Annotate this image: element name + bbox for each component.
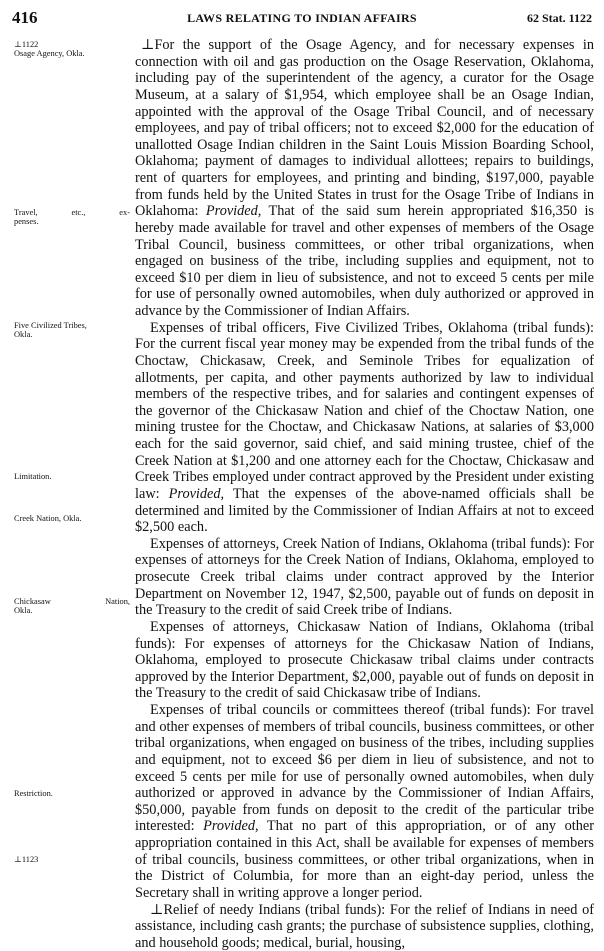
margin-note-travel-line1: Travel, etc., ex- bbox=[14, 208, 130, 218]
paragraph-five-civilized-tribes: Expenses of tribal officers, Five Civilized Tribes, Oklahoma (tribal funds): For the current fiscal year money may be expended from the tribal funds of the Choctaw, Chickasaw, Creek, and Seminole Tribes for equalization of allotments, per capita, and other payments authorized by law to individual members of the respective tribes, and for salaries and contingent expenses of the governor of the Chickasaw Nation and chief of the Choctaw Nation, one mining trustee for the Choctaw, and Chickasaw Nations, at salaries of $3,000 each for the said governor, said chief, and said mining trustee, chief of the Creek Nation at $1,200 and one attorney each for the Choctaw, Chickasaw and Creek Tribes employed under contract approved by the President under existing law: Provided, That the expenses of the above-named officials shall be determined and limited by the Commissioner of Indian Affairs at not to exceed $2,500 each. bbox=[135, 320, 594, 536]
margin-note-restriction: Restriction. bbox=[14, 789, 130, 799]
proviso: Provided, bbox=[203, 818, 258, 834]
paragraph-chickasaw-nation: Expenses of attorneys, Chickasaw Nation of Indians, Oklahoma (tribal funds): For expenses of attorneys for the Chickasaw Nation of Indians, Oklahoma, employed to prosecute Chickasaw tribal claims under contracts approved by the Interior Department, $2,000, payable out of funds on deposit in the Treasury to the credit of said Chickasaw tribe of Indians. bbox=[135, 619, 594, 702]
margin-note-page-ref-1122: ⊥1122 bbox=[14, 40, 130, 50]
paragraph-relief-needy-indians: ⊥Relief of needy Indians (tribal funds): For the relief of Indians in need of assistance, including cash grants; the purchase of subsistence supplies, clothing, and household goods; medical, burial, housing, bbox=[135, 902, 594, 951]
margin-note-chickasaw-line1: Chickasaw Nation, bbox=[14, 597, 130, 607]
paragraph-creek-nation: Expenses of attorneys, Creek Nation of Indians, Oklahoma (tribal funds): For expenses of attorneys for the Creek Nation of Indians, Oklahoma, employed to prosecute Creek tribal claims under contract approved by the Interior Department on November 12, 1947, $2,500, payable out of funds on deposit in the Treasury to the credit of said Creek tribe of Indians. bbox=[135, 536, 594, 619]
margin-note-limitation: Limitation. bbox=[14, 472, 130, 482]
page-header bbox=[12, 8, 592, 32]
running-title: LAWS RELATING TO INDIAN AFFAIRS bbox=[12, 11, 592, 26]
proviso: Provided, bbox=[169, 486, 224, 502]
margin-note-page-ref-1123: ⊥1123 bbox=[14, 855, 130, 865]
proviso: Provided, bbox=[206, 203, 261, 219]
margin-note-five-civilized-tribes-line1: Five Civilized Tribes, bbox=[14, 321, 130, 331]
margin-note-travel-line2: penses. bbox=[14, 217, 130, 227]
paragraph-osage-agency: ⊥For the support of the Osage Agency, and for necessary expenses in connection with oil and gas production on the Osage Reservation, Oklahoma, including pay of the superintendent of the agency, a curator for the Osage Museum, at a salary of $1,954, which employee shall be an Osage Indian, appointed with the approval of the Osage Tribal Council, and of necessary employees, and pay of tribal officers; not to exceed $2,000 for the education of unallotted Osage Indian children in the Saint Louis Mission Boarding School, Oklahoma; payment of damages to individual allottees; repairs to buildings, rent of quarters for employees, and printing and binding, $197,000, payable from funds held by the United States in trust for the Osage Tribe of Indians in Oklahoma: Provided, That of the said sum herein appropriated $16,350 is hereby made available for travel and other expenses of members of the Osage Tribal Council, business committees, or other tribal organizations, when engaged on business of the tribe, including supplies and equipment, not to exceed $10 per diem in lieu of subsistence, and not to exceed 5 cents per mile for use of personally owned automobiles, when duly authorized or approved in advance by the Commissioner of Indian Affairs. bbox=[135, 37, 594, 320]
margin-note-chickasaw-line2: Okla. bbox=[14, 606, 130, 616]
margin-note-osage-agency: Osage Agency, Okla. bbox=[14, 49, 130, 59]
margin-note-creek-nation: Creek Nation, Okla. bbox=[14, 514, 130, 524]
paragraph-tribal-councils: Expenses of tribal councils or committees thereof (tribal funds): For travel and other expenses of members of tribal councils, business committees, or other tribal organizations, when engaged on business of the tribes, including supplies and equipment, not to exceed $6 per diem in lieu of subsistence, and not to exceed 5 cents per mile for use of personally owned automobiles, when duly authorized or approved in advance by the Commissioner of Indian Affairs, $50,000, payable from funds on deposit to the credit of the particular tribe interested: Provided, That no part of this appropriation, or of any other appropriation contained in this Act, shall be available for expenses of members of tribal councils, business committees, or other tribal organizations, when in the District of Columbia, for more than an eight-day period, unless the Secretary shall in writing approve a longer period. bbox=[135, 702, 594, 902]
statute-text bbox=[135, 37, 594, 951]
statute-reference: 62 Stat. 1122 bbox=[527, 11, 592, 26]
page-number: 416 bbox=[12, 8, 38, 28]
margin-note-five-civilized-tribes-line2: Okla. bbox=[14, 330, 130, 340]
